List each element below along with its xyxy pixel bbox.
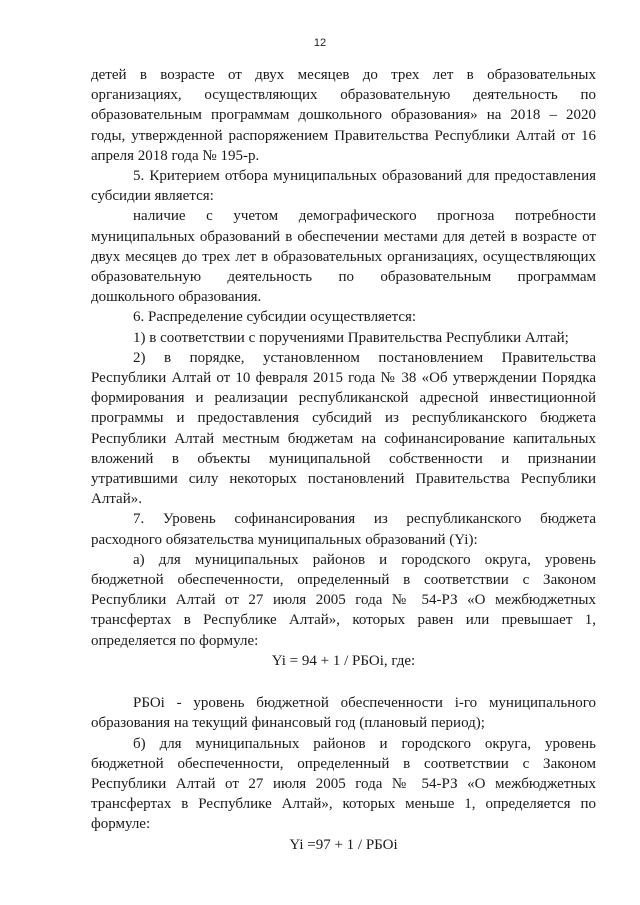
item-6-2-line: Республики Алтай от 10 февраля 2015 года № 38 «Об утверждении Порядка — [91, 370, 596, 387]
item-7b-line: Республики Алтай от 27 июля 2005 года № 54-РЗ «О межбюджетных — [91, 775, 596, 792]
document-body — [91, 65, 596, 855]
item-6-2-line: программы и предоставления субсидий из республиканского бюджета — [91, 410, 596, 427]
body-line: организациях, осуществляющих образовательную деятельность по — [91, 87, 596, 104]
item-7a-line: а) для муниципальных районов и городского округа, уровень — [133, 551, 596, 568]
item-6-heading: 6. Распределение субсидии осуществляется: — [133, 309, 417, 326]
body-line: годы, утвержденной распоряжением Правительства Республики Алтай от 16 — [91, 127, 596, 144]
item-6-2-line: Алтай». — [91, 491, 142, 508]
criterion-line: образовательную деятельность по образовательным программам — [91, 269, 596, 286]
body-line: образовательным программам дошкольного образования» на 2018 – 2020 — [91, 107, 596, 124]
formula-yi-94: Yi = 94 + 1 / РБОi, где: — [271, 652, 416, 669]
item-7b-line: б) для муниципальных районов и городского округа, уровень — [133, 735, 596, 752]
rbo-definition-line: образования на текущий финансовый год (плановый период); — [91, 715, 485, 732]
item-7b-line: бюджетной обеспеченности, определенный в соответствии с Законом — [91, 755, 596, 772]
item-7a-line: бюджетной обеспеченности, определенный в соответствии с Законом — [91, 572, 596, 589]
item-5-line: 5. Критерием отбора муниципальных образований для предоставления — [133, 168, 596, 185]
criterion-line: наличие с учетом демографического прогноза потребности — [133, 208, 596, 225]
spacer — [91, 671, 596, 693]
item-7-line: расходного обязательства муниципальных образований (Yi): — [91, 531, 478, 548]
criterion-line: муниципальных образований в обеспечении местами для детей в возрасте от — [91, 228, 596, 245]
item-5-line: субсидии является: — [91, 188, 214, 205]
item-7a-line: Республики Алтай от 27 июля 2005 года № 54-РЗ «О межбюджетных — [91, 592, 596, 609]
criterion-line: двух месяцев до трех лет в образовательных организациях, осуществляющих — [91, 248, 596, 265]
item-7-line: 7. Уровень софинансирования из республиканского бюджета — [133, 511, 596, 528]
item-6-2-line: формирования и реализации республиканской адресной инвестиционной — [91, 390, 596, 407]
item-6-1: 1) в соответствии с поручениями Правительства Республики Алтай; — [133, 329, 569, 346]
body-line: детей в возрасте от двух месяцев до трех лет в образовательных — [91, 67, 596, 83]
item-7b-line: трансфертах в Республике Алтай», которых меньше 1, определяется по — [91, 796, 596, 813]
formula-yi-97: Yi =97 + 1 / РБОi — [289, 836, 398, 853]
item-6-2-line: 2) в порядке, установленном постановлением Правительства — [133, 349, 596, 366]
item-7a-line: трансфертах в Республике Алтай», которых равен или превышает 1, — [91, 612, 596, 629]
item-6-2-line: Республики Алтай местным бюджетам на софинансирование капитальных — [91, 430, 596, 447]
rbo-definition-line: РБОi - уровень бюджетной обеспеченности i-го муниципального — [133, 695, 596, 712]
item-7b-line: формуле: — [91, 816, 151, 833]
criterion-line: дошкольного образования. — [91, 289, 262, 306]
body-line: апреля 2018 года № 195-р. — [91, 147, 260, 164]
item-6-2-line: вложений в объекты муниципальной собственности и признании — [91, 450, 596, 467]
item-6-2-line: утратившими силу некоторых постановлений Правительства Республики — [91, 471, 596, 488]
item-7a-line: определяется по формуле: — [91, 632, 259, 649]
page-number: 12 — [313, 37, 327, 49]
